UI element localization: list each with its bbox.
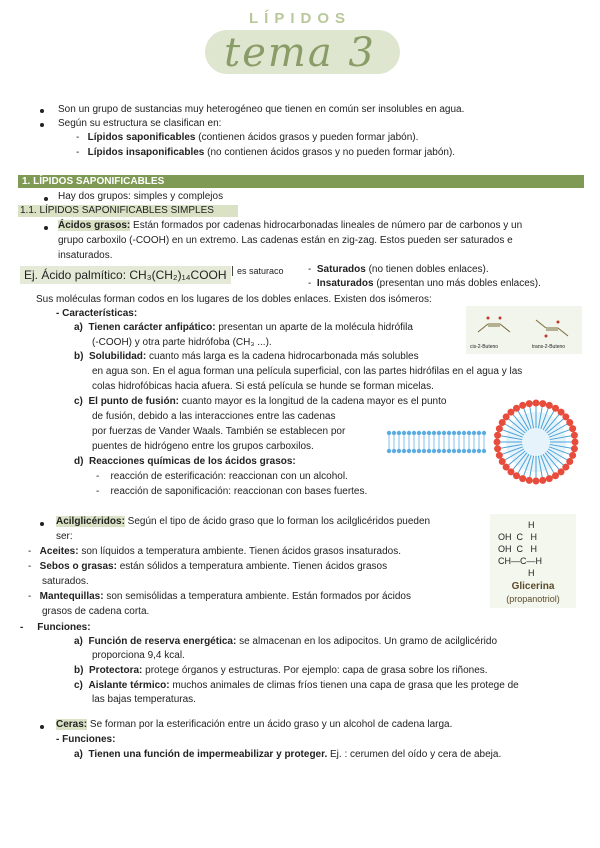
micelle-head [533, 400, 540, 407]
micelle-head [572, 439, 579, 446]
film-head [397, 431, 401, 435]
film-head [397, 449, 401, 453]
film-head [417, 449, 421, 453]
micelle-head [533, 478, 540, 485]
micelle-head [519, 475, 526, 482]
film-head [447, 431, 451, 435]
glycerine-row: OH C H [498, 532, 538, 542]
film-head [402, 449, 406, 453]
bullet [40, 522, 44, 526]
list-item: - Mantequillas: son semisólidas a temperatura ambiente. Están formados por ácidos [28, 591, 411, 602]
film-head [437, 431, 441, 435]
micelle-head [513, 405, 520, 412]
film-head [432, 449, 436, 453]
film-head [417, 431, 421, 435]
surface-film-diagram [386, 428, 488, 456]
list-item: a) Tienen carácter anfipático: presentan un aparte de la molécula hidrófila [74, 322, 413, 333]
film-head [392, 449, 396, 453]
micelle-head [526, 477, 533, 484]
list-item: c) Aislante térmico: muchos animales de climas fríos tienen una capa de grasa que les protege de [74, 680, 519, 691]
list-item: b) Protectora: protege órganos y estructuras. Por ejemplo: capa de grasa sobre los riñones. [74, 665, 488, 676]
paragraph-line: de fusión, debido a las interacciones entre las cadenas [92, 411, 336, 422]
paragraph-line: colas hidrofóbicas hacia afuera. Si está película se hunde se forman micelas. [92, 381, 434, 392]
paragraph-line: insaturados. [58, 250, 113, 261]
section-text: Hay dos grupos: simples y complejos [58, 191, 224, 202]
micelle-svg [492, 398, 580, 486]
paragraph-line: (-COOH) y otra parte hidrófoba (CH₃ ...). [92, 337, 272, 348]
film-head [392, 431, 396, 435]
glycerine-row: CH—C—H [498, 556, 542, 566]
film-head [472, 431, 476, 435]
list-item: - reacción de esterificación: reaccionan con un alcohol. [96, 471, 348, 482]
glycerine-row: OH C H [498, 544, 538, 554]
isomers-diagram [466, 306, 582, 354]
list-item: a) Tienen una función de impermeabilizar y proteger. Ej. : cerumen del oído y cera de abeja. [74, 749, 502, 760]
paragraph-line: saturados. [42, 576, 89, 587]
film-head [437, 449, 441, 453]
film-head [452, 449, 456, 453]
bullet [44, 226, 48, 230]
micelle-head [569, 452, 576, 459]
micelle-head [499, 458, 506, 465]
film-head [412, 449, 416, 453]
film-head [462, 431, 466, 435]
film-head [412, 431, 416, 435]
page-subtitle: tema 3 [224, 30, 376, 76]
intro-text: Son un grupo de sustancias muy heterogéneo que tienen en común ser insolubles en agua. [58, 104, 465, 115]
film-head [422, 431, 426, 435]
film-head [477, 431, 481, 435]
list-item: a) Función de reserva energética: se almacenan en los adipocitos. Un gramo de acilglicérido [74, 636, 498, 647]
glycerine-row: H [528, 520, 535, 530]
section-heading: 1. LÍPIDOS SAPONIFICABLES [18, 175, 584, 188]
list-item: - reacción de saponificación: reaccionan con bases fuertes. [96, 486, 368, 497]
bullet [44, 197, 48, 201]
film-head [427, 449, 431, 453]
isomer-cis-label: cis-2-Buteno [470, 344, 499, 350]
film-head [467, 449, 471, 453]
film-head [462, 449, 466, 453]
list-item: - Sebos o grasas: están sólidos a temperatura ambiente. Tienen ácidos grasos [28, 561, 388, 572]
paragraph-line: en agua son. En el agua forman una película superficial, con las partes hidrófilas en el agua y las [92, 366, 523, 377]
micelle-head [546, 475, 553, 482]
micelle-head [571, 445, 578, 452]
film-head [477, 449, 481, 453]
micelle-head [546, 402, 553, 409]
glycerine-row: H [528, 568, 535, 578]
film-head [457, 431, 461, 435]
micelle-head [552, 472, 559, 479]
film-svg [386, 428, 488, 456]
film-head [457, 449, 461, 453]
film-head [472, 449, 476, 453]
glycerine-alt-name: (propanotriol) [506, 594, 560, 604]
film-head [432, 431, 436, 435]
bullet [40, 725, 44, 729]
list-item: - Saturados (no tienen dobles enlaces). [308, 264, 489, 275]
film-head [447, 449, 451, 453]
film-head [482, 449, 486, 453]
micelle-diagram [492, 398, 580, 486]
list-item: - Lípidos saponificables (contienen ácidos grasos y pueden formar jabón). [76, 132, 419, 143]
paragraph-line: proporciona 9,4 kcal. [92, 650, 185, 661]
list-item: c) El punto de fusión: cuanto mayor es la longitud de la cadena mayor es el punto [74, 396, 447, 407]
list-heading: - Características: [56, 308, 138, 319]
list-item: - Insaturados (presentan uno más dobles enlaces). [308, 278, 541, 289]
film-head [422, 449, 426, 453]
film-head [402, 431, 406, 435]
micelle-head [494, 439, 501, 446]
film-head [427, 431, 431, 435]
micelle-head [496, 452, 503, 459]
film-head [442, 449, 446, 453]
film-head [387, 431, 391, 435]
paragraph-line: puentes de hidrógeno entre los grupos carboxilos. [92, 441, 314, 452]
micelle-head [539, 400, 546, 407]
list-item: - Aceites: son líquidos a temperatura ambiente. Tienen ácidos grasos insaturados. [28, 546, 401, 557]
intro-text: Según su estructura se clasifican en: [58, 118, 222, 129]
micelle-head [494, 432, 501, 439]
list-heading: - Funciones: [20, 622, 91, 633]
paragraph-line: las bajas temperaturas. [92, 694, 196, 705]
micelle-head [519, 402, 526, 409]
formula-note: es saturaco [232, 266, 284, 276]
micelle-head [566, 419, 573, 426]
film-head [442, 431, 446, 435]
micelle-head [494, 445, 501, 452]
page-title: LÍPIDOS [248, 10, 351, 27]
micelle-head [526, 400, 533, 407]
micelle-head [496, 425, 503, 432]
formula-example: Ej. Ácido palmítico: CH₃(CH₂)₁₄COOH [20, 266, 231, 284]
film-head [407, 449, 411, 453]
isomer-trans-label: trans-2-Buteno [532, 344, 566, 350]
list-item: d) Reacciones químicas de los ácidos grasos: [74, 456, 296, 467]
bullet [40, 109, 44, 113]
paragraph-line: ser: [56, 531, 73, 542]
paragraph-line: Acilglicéridos: Según el tipo de ácido graso que lo forman los acilglicéridos pueden [56, 516, 431, 527]
paragraph-line: grasos de cadena corta. [42, 606, 150, 617]
paragraph-line: por fuerzas de Vander Waals. También se establecen por [92, 426, 346, 437]
list-item: b) Solubilidad: cuanto más larga es la cadena hidrocarbonada más solubles [74, 351, 419, 362]
list-heading: - Funciones: [56, 734, 116, 745]
subsection-heading: 1.1. LÍPIDOS SAPONIFICABLES SIMPLES [18, 205, 238, 217]
bullet [40, 123, 44, 127]
film-head [467, 431, 471, 435]
film-head [482, 431, 486, 435]
paragraph-line: grupo carboxilo (-COOH) en un extremo. Las cadenas están en zig-zag. Estos pueden ser saturados e [58, 235, 513, 246]
film-head [452, 431, 456, 435]
list-item: - Lípidos insaponificables (no contienen ácidos grasos y no pueden formar jabón). [76, 147, 456, 158]
film-head [407, 431, 411, 435]
micelle-head [539, 477, 546, 484]
paragraph-line: Ceras: Se forman por la esterificación entre un ácido graso y un alcohol de cadena larga. [56, 719, 453, 730]
micelle-head [569, 425, 576, 432]
glycerine-name: Glicerina [511, 581, 555, 592]
glycerine-diagram [490, 514, 576, 608]
paragraph-line: Ácidos grasos: Están formados por cadenas hidrocarbonadas lineales de número par de carbonos y un [58, 220, 523, 231]
micelle-head [571, 432, 578, 439]
paragraph-line: Sus moléculas forman codos en los lugares de los dobles enlaces. Existen dos isómeros: [36, 294, 432, 305]
film-head [387, 449, 391, 453]
